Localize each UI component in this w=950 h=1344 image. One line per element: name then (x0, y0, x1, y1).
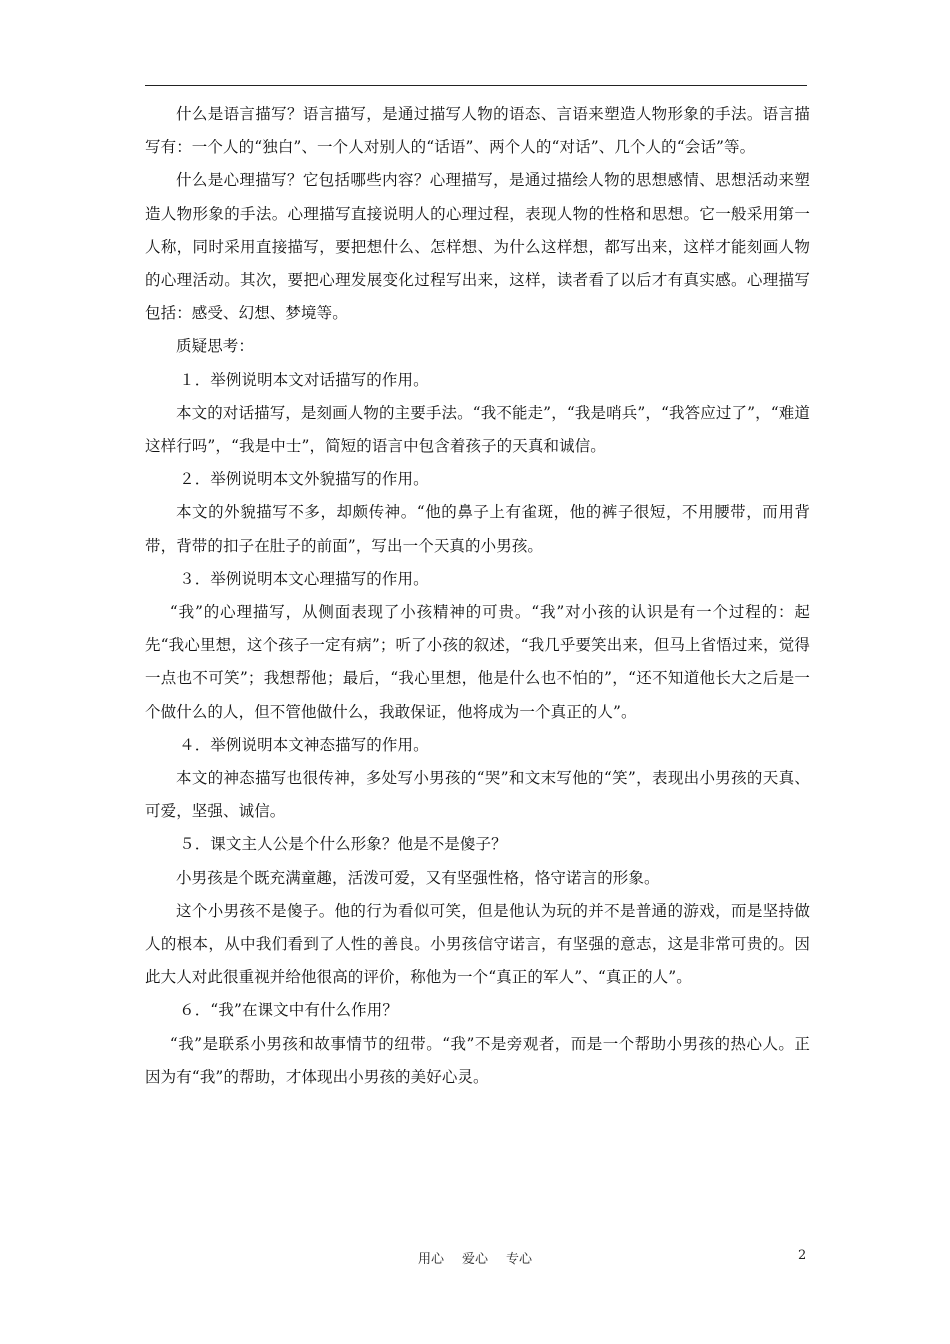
answer-2: 本文的外貌描写不多，却颇传神。“他的鼻子上有雀斑，他的裤子很短，不用腰带，而用背带，背带的扣子在肚子的前面”，写出一个天真的小男孩。 (145, 503, 810, 555)
footer-word: 专心 (506, 1252, 533, 1267)
paragraph-language-description: 什么是语言描写？语言描写，是通过描写人物的语态、言语来塑造人物形象的手法。语言描写有：一个人的“独白”、一个人对别人的“话语”、两个人的“对话”、几个人的“会话”等。 (145, 105, 810, 157)
question-2: ２．举例说明本文外貌描写的作用。 (179, 470, 429, 489)
answer-5b: 这个小男孩不是傻子。他的行为看似可笑，但是他认为玩的并不是普通的游戏，而是坚持做人的根本，从中我们看到了人性的善良。小男孩信守诺言，有坚强的意志，这是非常可贵的。因此大人对此很重视并给他很高的评价，称他为一个“真正的军人”、“真正的人”。 (145, 901, 810, 987)
question-4: ４．举例说明本文神态描写的作用。 (179, 735, 429, 754)
answer-5a: 小男孩是个既充满童趣，活泼可爱，又有坚强性格，恪守诺言的形象。 (176, 868, 660, 887)
footer-motto (0, 1248, 950, 1267)
answer-4: 本文的神态描写也很传神，多处写小男孩的“哭”和文末写他的“笑”，表现出小男孩的天真、可爱，坚强、诚信。 (145, 769, 810, 821)
page-number: 2 (798, 1248, 807, 1263)
answer-6: “我”是联系小男孩和故事情节的纽带。“我”不是旁观者，而是一个帮助小男孩的热心人。正因为有“我”的帮助，才体现出小男孩的美好心灵。 (145, 1034, 810, 1086)
question-6: ６．“我”在课文中有什么作用？ (179, 1001, 398, 1020)
paragraph-psychological-description: 什么是心理描写？它包括哪些内容？心理描写，是通过描绘人物的思想感情、思想活动来塑造人物形象的手法。心理描写直接说明人的心理过程，表现人物的性格和思想。它一般采用第一人称，同时采用直接描写，要把想什么、怎样想、为什么这样想，都写出来，这样才能刻画人物的心理活动。其次，要把心理发展变化过程写出来，这样，读者看了以后才有真实感。心理描写包括：感受、幻想、梦境等。 (145, 171, 810, 323)
answer-3: “我”的心理描写，从侧面表现了小孩精神的可贵。“我”对小孩的认识是有一个过程的：起先“我心里想，这个孩子一定有病”；听了小孩的叙述，“我几乎要笑出来，但马上省悟过来，觉得一点也不可笑”；我想帮他；最后，“我心里想，他是什么也不怕的”，“还不知道他长大之后是一个做什么的人，但不管他做什么，我敢保证，他将成为一个真正的人”。 (145, 603, 810, 721)
footer-word: 爱心 (461, 1252, 488, 1267)
answer-1: 本文的对话描写，是刻画人物的主要手法。“我不能走”，“我是哨兵”，“我答应过了”，“难道这样行吗”，“我是中士”，简短的语言中包含着孩子的天真和诚信。 (145, 403, 810, 456)
question-3: ３．举例说明本文心理描写的作用。 (179, 569, 429, 588)
document-body (145, 98, 810, 1094)
header-rule (145, 85, 807, 86)
heading-questions: 质疑思考： (176, 337, 255, 356)
question-5: ５．课文主人公是个什么形象？他是不是傻子？ (179, 835, 507, 854)
footer-word: 用心 (417, 1252, 444, 1267)
question-1: １．举例说明本文对话描写的作用。 (179, 370, 429, 389)
